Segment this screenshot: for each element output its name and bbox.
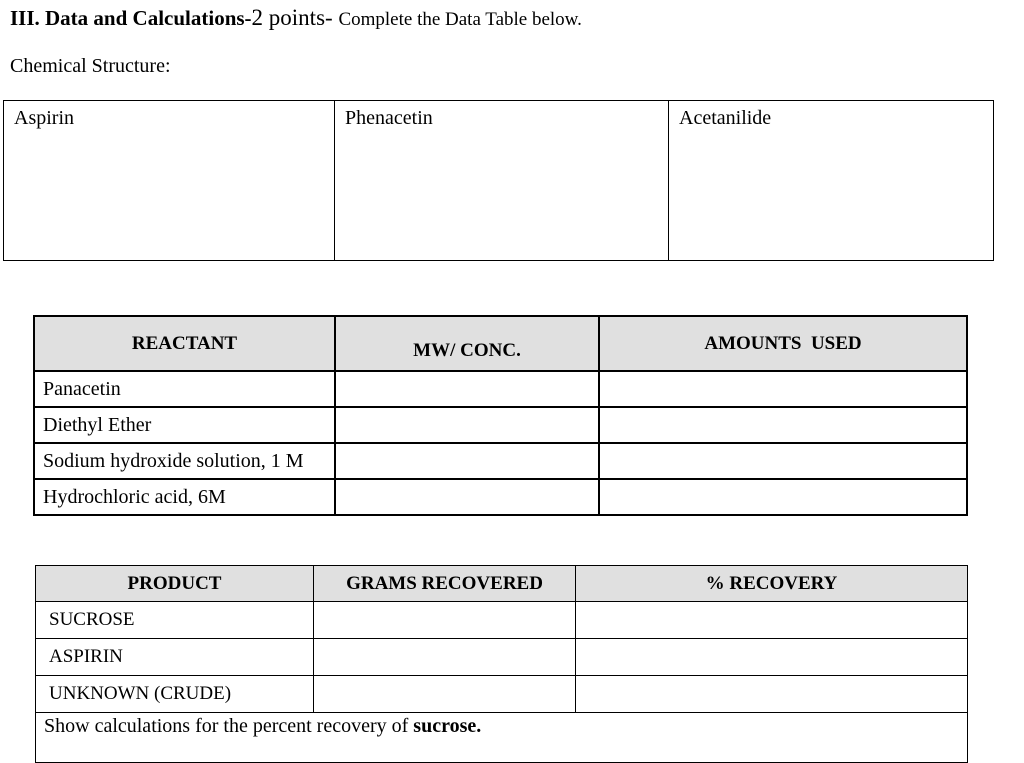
calculations-instruction-text: Show calculations for the percent recovery of <box>44 715 414 737</box>
reactant-table <box>33 315 968 516</box>
product-header-row <box>36 566 968 602</box>
product-table <box>35 565 968 763</box>
structure-cell-phenacetin: Phenacetin <box>335 101 669 261</box>
calculations-row <box>36 713 968 763</box>
section-heading <box>10 5 582 31</box>
amounts-used-empty-cell <box>599 443 967 479</box>
reactant-name-cell: Sodium hydroxide solution, 1 M <box>34 443 335 479</box>
structure-cell-acetanilide: Acetanilide <box>669 101 994 261</box>
reactant-row-panacetin <box>34 371 967 407</box>
percent-recovery-empty-cell <box>576 602 968 639</box>
reactant-header: REACTANT <box>34 316 335 371</box>
reactant-name-cell: Panacetin <box>34 371 335 407</box>
mw-conc-empty-cell <box>335 371 599 407</box>
product-row-aspirin <box>36 639 968 676</box>
product-header: PRODUCT <box>36 566 314 602</box>
reactant-row-diethyl-ether <box>34 407 967 443</box>
grams-recovered-empty-cell <box>314 602 576 639</box>
product-row-unknown-crude <box>36 676 968 713</box>
product-name-cell: SUCROSE <box>36 602 314 639</box>
percent-recovery-empty-cell <box>576 676 968 713</box>
product-name-cell: UNKNOWN (CRUDE) <box>36 676 314 713</box>
reactant-row-sodium-hydroxide <box>34 443 967 479</box>
amounts-used-empty-cell <box>599 479 967 515</box>
structure-cell-aspirin: Aspirin <box>4 101 335 261</box>
chemical-structure-table <box>3 100 994 261</box>
section-heading-instruction: Complete the Data Table below. <box>338 9 582 30</box>
section-heading-points: 2 points- <box>251 5 339 30</box>
chemical-structure-label: Chemical Structure: <box>10 55 171 77</box>
mw-conc-header-label: MW/ CONC. <box>413 339 521 361</box>
mw-conc-empty-cell <box>335 479 599 515</box>
section-heading-bold: III. Data and Calculations- <box>10 6 252 30</box>
reactant-name-cell: Diethyl Ether <box>34 407 335 443</box>
amounts-used-header: AMOUNTS USED <box>599 316 967 371</box>
calculations-instruction-cell <box>36 713 968 763</box>
grams-recovered-empty-cell <box>314 676 576 713</box>
mw-conc-empty-cell <box>335 407 599 443</box>
calculations-instruction-bold: sucrose. <box>413 715 482 737</box>
percent-recovery-empty-cell <box>576 639 968 676</box>
structure-row <box>4 101 994 261</box>
mw-conc-empty-cell <box>335 443 599 479</box>
mw-conc-header <box>335 316 599 371</box>
product-name-cell: ASPIRIN <box>36 639 314 676</box>
amounts-used-empty-cell <box>599 407 967 443</box>
grams-recovered-empty-cell <box>314 639 576 676</box>
reactant-row-hydrochloric-acid <box>34 479 967 515</box>
amounts-used-empty-cell <box>599 371 967 407</box>
reactant-header-row <box>34 316 967 371</box>
percent-recovery-header: % RECOVERY <box>576 566 968 602</box>
grams-recovered-header: GRAMS RECOVERED <box>314 566 576 602</box>
reactant-name-cell: Hydrochloric acid, 6M <box>34 479 335 515</box>
product-row-sucrose <box>36 602 968 639</box>
